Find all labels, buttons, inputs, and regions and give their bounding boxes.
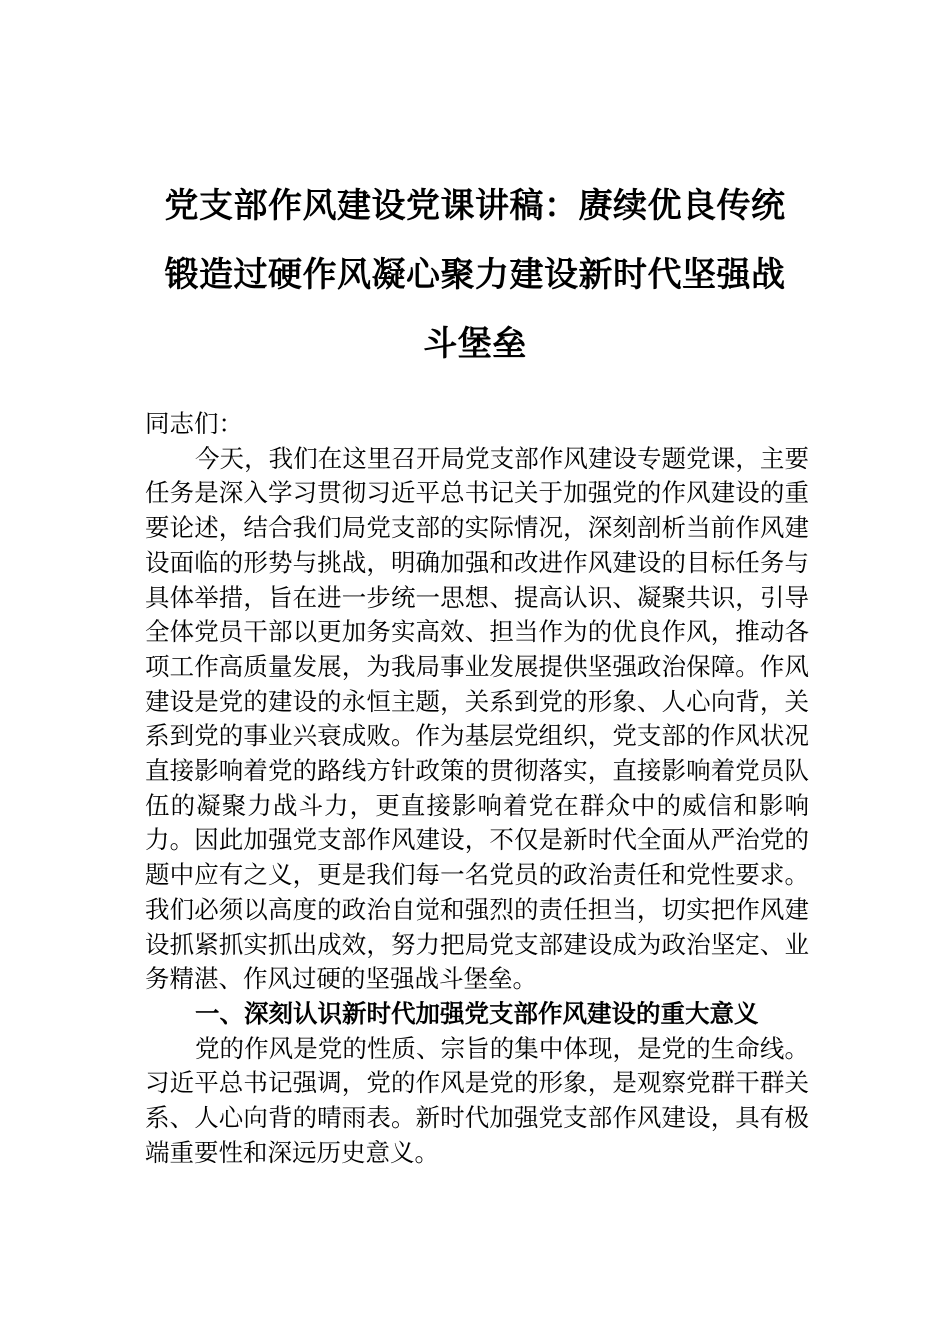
document-title	[140, 172, 810, 379]
body-paragraph: 今天，我们在这里召开局党支部作风建设专题党课，主要任务是深入学习贯彻习近平总书记关于加强党的作风建设的重要论述，结合我们局党支部的实际情况，深刻剖析当前作风建设面临的形势与挑战，明确加强和改进作风建设的目标任务与具体举措，旨在进一步统一思想、提高认识、凝聚共识，引导全体党员干部以更加务实高效、担当作为的优良作风，推动各项工作高质量发展，为我局事业发展提供坚强政治保障。作风建设是党的建设的永恒主题，关系到党的形象、人心向背，关系到党的事业兴衰成败。作为基层党组织，党支部的作风状况直接影响着党的路线方针政策的贯彻落实，直接影响着党员队伍的凝聚力战斗力，更直接影响着党在群众中的威信和影响力。因此加强党支部作风建设，不仅是新时代全面从严治党的题中应有之义，更是我们每一名党员的政治责任和党性要求。我们必须以高度的政治自觉和强烈的责任担当，切实把作风建设抓紧抓实抓出成效，努力把局党支部建设成为政治坚定、业务精湛、作风过硬的坚强战斗堡垒。	[145, 443, 809, 994]
title-line: 党支部作风建设党课讲稿：赓续优良传统	[164, 186, 786, 226]
document-body	[145, 407, 809, 1170]
title-line: 斗堡垒	[423, 324, 527, 364]
title-line: 锻造过硬作风凝心聚力建设新时代坚强战	[164, 255, 786, 295]
section-paragraph: 党的作风是党的性质、宗旨的集中体现，是党的生命线。习近平总书记强调，党的作风是党的形象，是观察党群干群关系、人心向背的晴雨表。新时代加强党支部作风建设，具有极端重要性和深远历史意义。	[145, 1033, 809, 1167]
salutation: 同志们：	[145, 409, 243, 438]
section-heading: 一、深刻认识新时代加强党支部作风建设的重大意义	[195, 998, 759, 1028]
